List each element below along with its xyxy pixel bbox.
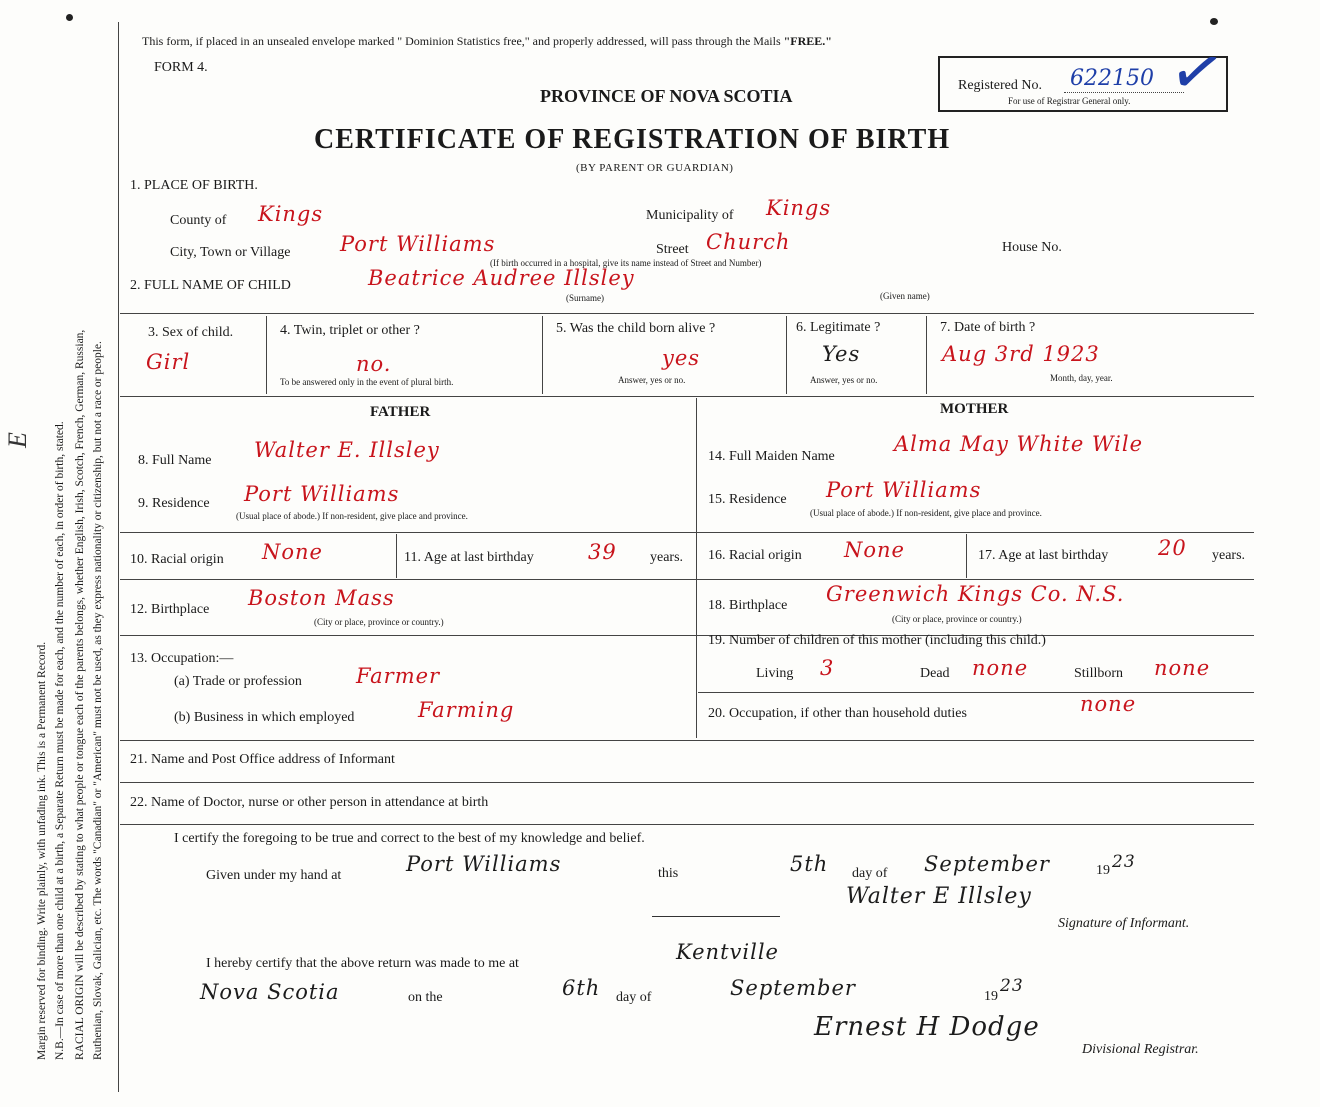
hospital-note: (If birth occurred in a hospital, give its name instead of Street and Number) <box>490 258 762 268</box>
mail-notice-text: This form, if placed in an unsealed envelope marked " Dominion Statistics free," and properly addressed, will pass through the Mails <box>142 34 781 48</box>
city-label: City, Town or Village <box>170 245 291 260</box>
row-divider <box>120 579 1254 580</box>
father-age-value: 39 <box>588 540 617 564</box>
mother-race-label: 16. Racial origin <box>708 548 802 563</box>
given-month-value: September <box>924 852 1050 876</box>
county-label: County of <box>170 213 227 228</box>
business-value: Farming <box>418 698 515 722</box>
mother-age-label: 17. Age at last birthday <box>978 548 1109 563</box>
father-birthplace-label: 12. Birthplace <box>130 602 210 617</box>
informant-signature-label: Signature of Informant. <box>1058 916 1190 931</box>
mother-heading: MOTHER <box>940 401 1009 417</box>
registrar-signature-label: Divisional Registrar. <box>1082 1042 1199 1057</box>
legitimate-value: Yes <box>822 342 861 366</box>
informant-signature: Walter E Illsley <box>846 884 1032 909</box>
col-divider <box>786 316 787 394</box>
signature-rule <box>652 916 780 917</box>
registrar-year-value: 23 <box>1000 976 1024 996</box>
margin-line-2: N.B.—In case of more than one child at a birth, a Separate Return must be made for each, and the number of each, in order of birth, stated. <box>54 421 66 1060</box>
row-divider <box>120 824 1254 825</box>
registrar-month-value: September <box>730 976 856 1000</box>
mother-occupation-value: none <box>1080 692 1137 716</box>
place-heading: 1. PLACE OF BIRTH. <box>130 178 258 193</box>
alive-label: 5. Was the child born alive ? <box>556 321 716 336</box>
sex-label: 3. Sex of child. <box>148 325 234 340</box>
mother-occupation-label: 20. Occupation, if other than household duties <box>708 706 967 721</box>
legitimate-label: 6. Legitimate ? <box>796 320 881 335</box>
certificate-subtitle: (BY PARENT OR GUARDIAN) <box>576 162 734 174</box>
registrar-province-value: Nova Scotia <box>200 980 340 1004</box>
row-divider <box>120 740 1254 741</box>
child-name-label: 2. FULL NAME OF CHILD <box>130 278 291 293</box>
attendant-label: 22. Name of Doctor, nurse or other person in attendance at birth <box>130 795 489 810</box>
twin-label: 4. Twin, triplet or other ? <box>280 323 420 338</box>
trade-value: Farmer <box>356 664 441 688</box>
registrar-statement: I hereby certify that the above return was made to me at <box>206 956 519 971</box>
form-number: FORM 4. <box>154 60 208 75</box>
dob-note: Month, day, year. <box>1050 373 1113 383</box>
mother-residence-note: (Usual place of abode.) If non-resident, give place and province. <box>810 508 1042 518</box>
col-divider <box>542 316 543 394</box>
row-divider <box>120 635 1254 636</box>
living-label: Living <box>756 666 794 681</box>
father-age-label: 11. Age at last birthday <box>404 550 534 565</box>
municipality-value: Kings <box>766 196 832 220</box>
binding-hole <box>1210 18 1218 25</box>
municipality-label: Municipality of <box>646 208 734 223</box>
mother-age-unit: years. <box>1212 548 1246 563</box>
mother-birthplace-value: Greenwich Kings Co. N.S. <box>826 582 1125 606</box>
margin-pencil-mark: E <box>2 432 32 448</box>
father-name-label: 8. Full Name <box>138 453 212 468</box>
father-heading: FATHER <box>370 404 431 420</box>
registrar-year-prefix: 19 <box>984 989 998 1004</box>
surname-note: (Surname) <box>566 293 604 303</box>
county-value: Kings <box>258 202 324 226</box>
alive-note: Answer, yes or no. <box>618 375 686 385</box>
dead-label: Dead <box>920 666 950 681</box>
given-day-value: 5th <box>790 852 829 876</box>
stillborn-label: Stillborn <box>1074 666 1124 681</box>
mother-residence-label: 15. Residence <box>708 492 787 507</box>
col-divider <box>396 534 397 578</box>
row-divider <box>120 396 1254 397</box>
father-birthplace-note: (City or place, province or country.) <box>314 617 444 627</box>
informant-label: 21. Name and Post Office address of Informant <box>130 752 395 767</box>
certify-statement: I certify the foregoing to be true and correct to the best of my knowledge and belief. <box>174 831 645 846</box>
trade-label: (a) Trade or profession <box>174 674 302 689</box>
child-name-value: Beatrice Audree Illsley <box>368 266 635 290</box>
father-birthplace-value: Boston Mass <box>248 586 395 610</box>
row-divider <box>120 782 1254 783</box>
margin-line-1: Margin reserved for binding. Write plainly, with unfading ink. This is a Permanent Record. <box>36 641 48 1060</box>
father-race-value: None <box>262 540 323 564</box>
col-divider <box>966 534 967 578</box>
mother-birthplace-label: 18. Birthplace <box>708 598 788 613</box>
mother-age-value: 20 <box>1158 536 1187 560</box>
stillborn-value: none <box>1154 656 1211 680</box>
margin-line-3: RACIAL ORIGIN will be described by stating to what people or tongue each of the parents belongs, whether English, Irish, Scotch, French, German, Russian, <box>74 329 86 1060</box>
row-divider <box>120 313 1254 314</box>
given-year-value: 23 <box>1112 852 1136 872</box>
col-divider <box>926 316 927 394</box>
parent-divider <box>696 398 697 738</box>
mother-name-value: Alma May White Wile <box>894 432 1143 456</box>
twin-value: no. <box>356 352 392 376</box>
registered-value: 622150 <box>1070 66 1154 91</box>
father-race-label: 10. Racial origin <box>130 552 224 567</box>
twin-note: To be answered only in the event of plural birth. <box>280 377 454 387</box>
binding-hole <box>66 14 73 21</box>
mother-residence-value: Port Williams <box>826 478 982 502</box>
legitimate-note: Answer, yes or no. <box>810 375 878 385</box>
registrar-signature: Ernest H Dodge <box>814 1012 1040 1042</box>
given-year-prefix: 19 <box>1096 863 1110 878</box>
registered-note: For use of Registrar General only. <box>1008 96 1131 106</box>
registrar-dayof-label: day of <box>616 990 652 1005</box>
street-value: Church <box>706 230 791 254</box>
father-residence-value: Port Williams <box>244 482 400 506</box>
mail-notice <box>142 34 832 49</box>
father-residence-label: 9. Residence <box>138 496 210 511</box>
margin-line-4: Ruthenian, Slovak, Galician, etc. The words "Canadian" or "American" must not be used, as they express nationality or citizenship, but not a race or people. <box>92 341 104 1060</box>
mother-name-label: 14. Full Maiden Name <box>708 449 835 464</box>
father-age-unit: years. <box>650 550 684 565</box>
registrar-place-value: Kentville <box>676 940 779 964</box>
col-divider <box>266 316 267 394</box>
dob-value: Aug 3rd 1923 <box>942 342 1100 366</box>
form-left-border <box>118 22 119 1092</box>
mother-race-value: None <box>844 538 905 562</box>
province-heading: PROVINCE OF NOVA SCOTIA <box>540 86 793 106</box>
father-name-value: Walter E. Illsley <box>254 438 440 462</box>
father-residence-note: (Usual place of abode.) If non-resident, give place and province. <box>236 511 468 521</box>
dead-value: none <box>972 656 1029 680</box>
dob-label: 7. Date of birth ? <box>940 320 1036 335</box>
house-label: House No. <box>1002 240 1062 255</box>
mail-notice-free: "FREE." <box>783 34 832 48</box>
given-place-value: Port Williams <box>406 852 562 876</box>
row-divider <box>120 532 1254 533</box>
children-count-label: 19. Number of children of this mother (including this child.) <box>708 633 1046 648</box>
mother-birthplace-note: (City or place, province or country.) <box>892 614 1022 624</box>
city-value: Port Williams <box>340 232 496 256</box>
row-divider <box>698 692 1254 693</box>
given-name-note: (Given name) <box>880 291 930 301</box>
registrar-onthe-label: on the <box>408 990 443 1005</box>
given-dayof-label: day of <box>852 866 888 881</box>
given-under-label: Given under my hand at <box>206 868 342 883</box>
sex-value: Girl <box>146 350 191 374</box>
checkmark-icon: ✓ <box>1163 32 1231 113</box>
alive-value: yes <box>662 346 701 370</box>
business-label: (b) Business in which employed <box>174 710 355 725</box>
street-label: Street <box>656 242 689 257</box>
registered-label: Registered No. <box>958 78 1042 93</box>
this-label: this <box>658 866 679 881</box>
living-value: 3 <box>820 656 835 680</box>
occupation-label: 13. Occupation:— <box>130 651 234 666</box>
registrar-day-value: 6th <box>562 976 601 1000</box>
certificate-title: CERTIFICATE OF REGISTRATION OF BIRTH <box>314 124 951 155</box>
